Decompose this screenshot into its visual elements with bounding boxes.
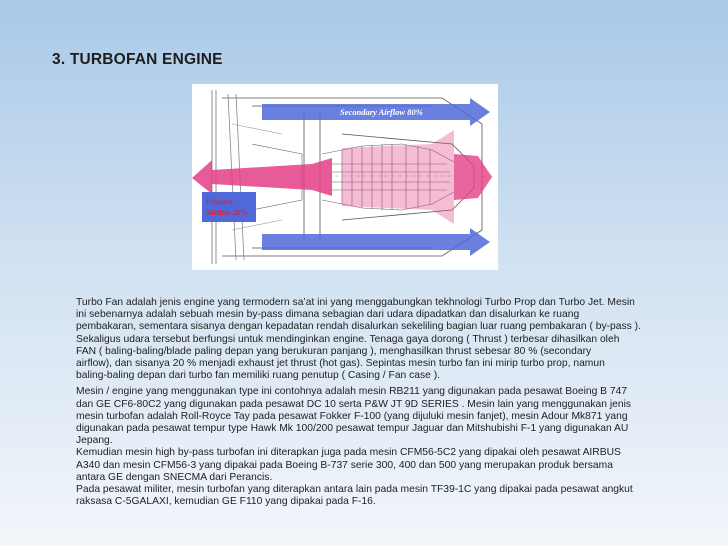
text-line: Mesin / engine yang menggunakan type ini contohnya adalah mesin RB211 yang digunakan pada pesawat Boeing B 747 — [76, 386, 628, 398]
text-line: raksasa C-5GALAXI, kemudian GE F110 yang dipakai pada F-16. — [76, 496, 376, 508]
text-line: Sekaligus udara tersebut berfungsi untuk mendinginkan engine. Tenaga gaya dorong ( Thrust ) terbesar dihasilkan oleh — [76, 333, 620, 345]
text-line: dan GE CF6-80C2 yang digunakan pada pesawat DC 10 serta P&W JT 9D SERIES . Mesin lain yang menggunakan jenis — [76, 398, 632, 410]
text-line: Jepang. — [76, 435, 113, 447]
text-line: FAN ( baling-baling/blade paling depan yang berukuran panjang ), menghasilkan thrust sebesar 80 % (secondary — [76, 345, 592, 357]
text-line: Turbo Fan adalah jenis engine yang termodern sa’at ini yang menggabungkan tekhnologi Turbo Prop dan Turbo Jet. Mesin — [76, 297, 635, 308]
paragraph-turbofan-examples — [76, 386, 686, 508]
text-line: Pada pesawat militer, mesin turbofan yang diterapkan antara lain pada mesin TF39-1C yang dipakai pada pesawat angkut — [76, 484, 633, 496]
text-line: Kemudian mesin high by-pass turbofan ini diterapkan juga pada mesin CFM56-5C2 yang dipakai oleh pesawat AIRBUS — [76, 447, 621, 459]
text-line: antara GE dengan SNECMA dari Perancis. — [76, 471, 273, 483]
text-line: ini sebenarnya adalah sebuah mesin by-pass dimana sebagian dari udara dipadatkan dan disalurkan ke ruang — [76, 309, 580, 321]
text-line: mesin turbofan adalah Roll-Royce Tay pada pesawat Fokker F-100 (yang dijuluki mesin fanjet), mesin Adour Mk871 yang — [76, 410, 628, 422]
text-line: pembakaran, sementara sisanya dengan kepadatan rendah disalurkan sekeliling bagian luar ruang pembakaran ( by-pass ). — [76, 321, 641, 333]
secondary-airflow-label: Secondary Airflow 80% — [340, 107, 423, 117]
text-line: baling-baling depan dari turbo fan memiliki ruang penutup ( Casing / Fan case ). — [76, 370, 441, 382]
body-text — [76, 297, 686, 512]
slide-title: 3. TURBOFAN ENGINE — [52, 51, 223, 68]
primary-airflow-label-1: Primary — [206, 197, 234, 206]
text-line: airflow), dan sisanya 20 % menjadi exhaust jet thrust (hot gas). Sepintas mesin turbo fan ini mirip turbo prop, namun — [76, 358, 605, 370]
text-line: digunakan pada pesawat tempur type Hawk Mk 100/200 pesawat tempur Jaguar dan Mitshubishi F-1 yang digunakan AU — [76, 423, 629, 435]
primary-airflow-label-2: Airflow 20% — [206, 208, 248, 217]
text-line: A340 dan mesin CFM56-3 yang dipakai pada Boeing B-737 serie 300, 400 dan 500 yang merupakan produk bersama — [76, 459, 613, 471]
paragraph-turbofan-description — [76, 297, 686, 382]
turbofan-diagram — [192, 84, 498, 270]
